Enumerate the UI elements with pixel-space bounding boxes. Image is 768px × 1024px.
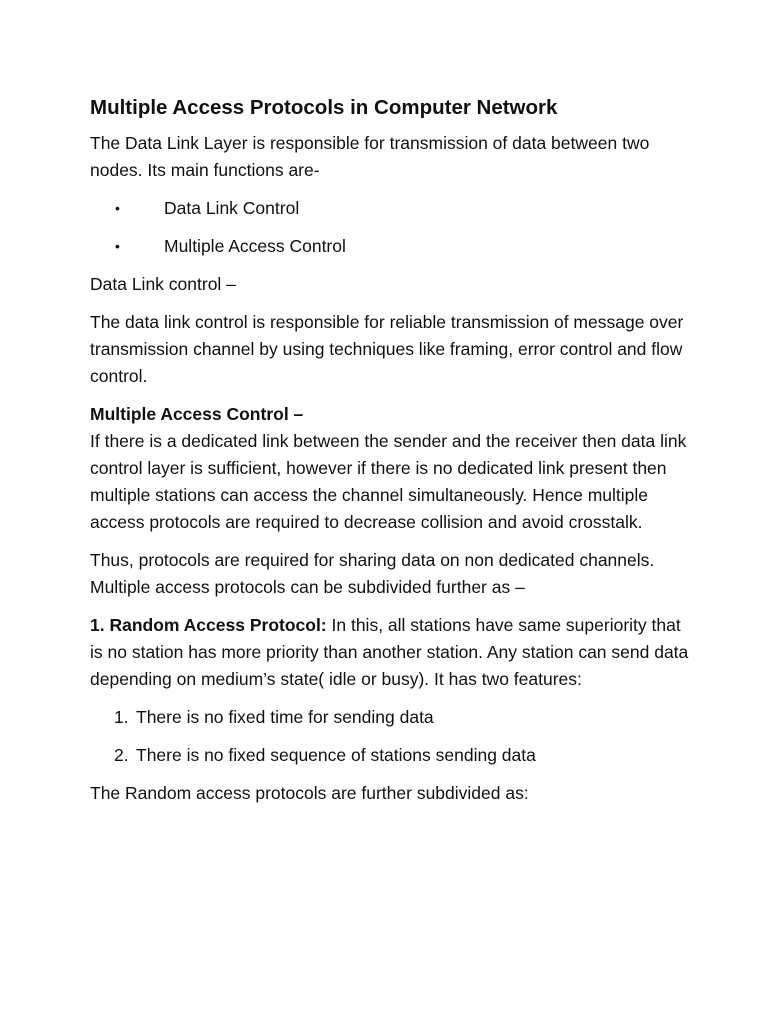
- intro-paragraph: The Data Link Layer is responsible for transmission of data between two nodes. Its main functions are-: [90, 133, 650, 180]
- document-page: [90, 94, 690, 818]
- random-access-label: 1. Random Access Protocol:: [90, 615, 327, 635]
- dlc-paragraph: The data link control is responsible for reliable transmission of message over transmission channel by using techniques like framing, error control and flow control.: [90, 312, 684, 386]
- random-access-paragraph: [90, 612, 690, 693]
- features-list: [90, 704, 690, 769]
- dlc-heading: Data Link control –: [90, 274, 236, 294]
- list-item: [90, 233, 690, 260]
- closing-paragraph: The Random access protocols are further subdivided as:: [90, 783, 529, 803]
- functions-list: [90, 195, 690, 260]
- bullet-icon: •: [115, 200, 120, 216]
- mac-paragraph: If there is a dedicated link between the sender and the receiver then data link control layer is sufficient, however if there is no dedicated link present then multiple stations can access the channel simultaneously. Hence multiple access protocols are required to decrease collision and avoid crosstalk.: [90, 431, 687, 532]
- list-item-text: There is no fixed time for sending data: [136, 707, 434, 727]
- random-access-body: In this, all stations have same superiority that is no station has more priority than another station. Any station can send data depending on medium’s state( idle or busy). It has two features:: [90, 615, 689, 689]
- list-number: 1.: [114, 707, 129, 727]
- list-item-text: Data Link Control: [164, 198, 300, 218]
- document-title: Multiple Access Protocols in Computer Network: [90, 96, 558, 119]
- list-item-text: There is no fixed sequence of stations sending data: [136, 745, 536, 765]
- list-item: [90, 195, 690, 222]
- thus-paragraph: Thus, protocols are required for sharing data on non dedicated channels. Multiple access protocols can be subdivided further as –: [90, 550, 655, 597]
- list-item: [90, 742, 690, 769]
- bullet-icon: •: [115, 238, 120, 254]
- list-item-text: Multiple Access Control: [164, 236, 346, 256]
- mac-heading: Multiple Access Control –: [90, 404, 304, 424]
- list-item: [90, 704, 690, 731]
- list-number: 2.: [114, 745, 129, 765]
- mac-section: [90, 401, 690, 536]
